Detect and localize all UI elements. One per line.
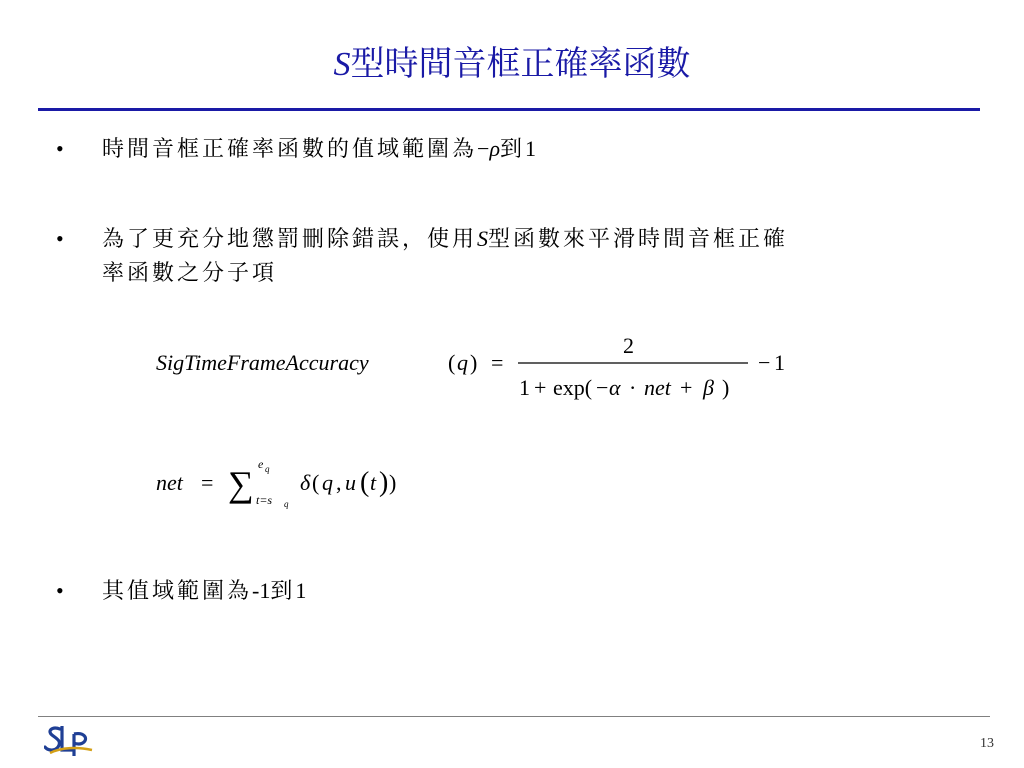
formula1-den-alpha: α — [609, 375, 621, 400]
formula2-u: u — [345, 470, 356, 495]
formula2-open: ( — [312, 470, 320, 495]
formula2-lower: t=s — [256, 493, 273, 507]
bullet-marker: • — [56, 226, 64, 251]
formula2-q: q — [322, 470, 333, 495]
formula2-close: ) — [389, 470, 397, 495]
formula1-tail-one: 1 — [774, 350, 785, 375]
number-one: 1 — [295, 578, 307, 603]
formula2-t: t — [370, 470, 377, 495]
s-italic-letter: S — [477, 226, 489, 251]
formula2-t-open: ( — [360, 467, 370, 498]
formula1-den-plus2: + — [680, 375, 693, 400]
formula1-paren-close: ) — [470, 350, 478, 375]
bullet-marker: • — [56, 136, 64, 161]
logo-l-stroke — [62, 726, 74, 750]
to-word: 到 — [500, 137, 526, 162]
bullet-text-before: 為了更充分地懲罰刪除錯誤，使用 — [102, 227, 478, 252]
bullet-text — [102, 222, 962, 291]
formula1-den-plus: + — [534, 375, 547, 400]
formula2-sum-symbol: ∑ — [228, 464, 254, 504]
formula1-den-net: net — [644, 375, 671, 400]
number-one: 1 — [525, 136, 537, 161]
formula1-paren-open: ( — [448, 350, 456, 375]
bullet-text-main: 其值域範圍為 — [102, 579, 253, 604]
formula1-tail-minus: − — [758, 350, 771, 375]
bullet-text-line2: 率函數之分子項 — [102, 261, 278, 286]
formula1-den-dot: · — [629, 375, 637, 400]
formula1-arg-q: q — [457, 350, 468, 375]
footer-divider — [38, 716, 990, 717]
formula2-upper-q: q — [265, 464, 270, 474]
formula2-upper-e: e — [258, 457, 264, 471]
page-number: 13 — [980, 736, 994, 751]
bullet-text-after: 型函數來平滑時間音框正確 — [488, 227, 789, 252]
title-s-letter: S — [333, 46, 351, 83]
range-minus-one: -1 — [252, 578, 271, 603]
formula1-den-beta: β — [703, 375, 714, 400]
logo-s-stroke — [45, 728, 60, 750]
formula1-den-minus: − — [596, 375, 609, 400]
formula2-lhs: net — [156, 470, 183, 495]
formula2-lower-q: q — [284, 499, 289, 509]
bullet-text — [102, 574, 962, 609]
title-divider — [38, 108, 980, 111]
bullet-text — [102, 132, 962, 167]
bullet-marker: • — [56, 578, 64, 603]
formula2-comma: , — [336, 470, 342, 495]
formula2-equals: = — [201, 470, 214, 495]
rho-symbol: ρ — [489, 136, 500, 161]
slp-logo — [44, 720, 96, 760]
formula2-delta: δ — [300, 470, 311, 495]
formula1-lhs: SigTimeFrameAccuracy — [156, 350, 369, 375]
formula2-t-close: ) — [379, 467, 389, 498]
formula1-den-exp: exp( — [553, 375, 593, 400]
formula-sigmoid-accuracy — [150, 325, 810, 405]
formula1-den-close: ) — [722, 375, 730, 400]
title-text: 型時間音框正確率函數 — [350, 44, 691, 84]
formula-net-sum — [150, 448, 450, 518]
to-word: 到 — [270, 579, 296, 604]
minus-sign: − — [477, 136, 490, 161]
formula1-equals: = — [491, 350, 504, 375]
logo-p-stroke — [74, 734, 86, 756]
formula1-numerator: 2 — [623, 333, 634, 358]
bullet-text-main: 時間音框正確率函數的值域範圍為 — [102, 137, 478, 162]
slide-title — [0, 36, 1024, 85]
formula1-den-one: 1 — [519, 375, 530, 400]
